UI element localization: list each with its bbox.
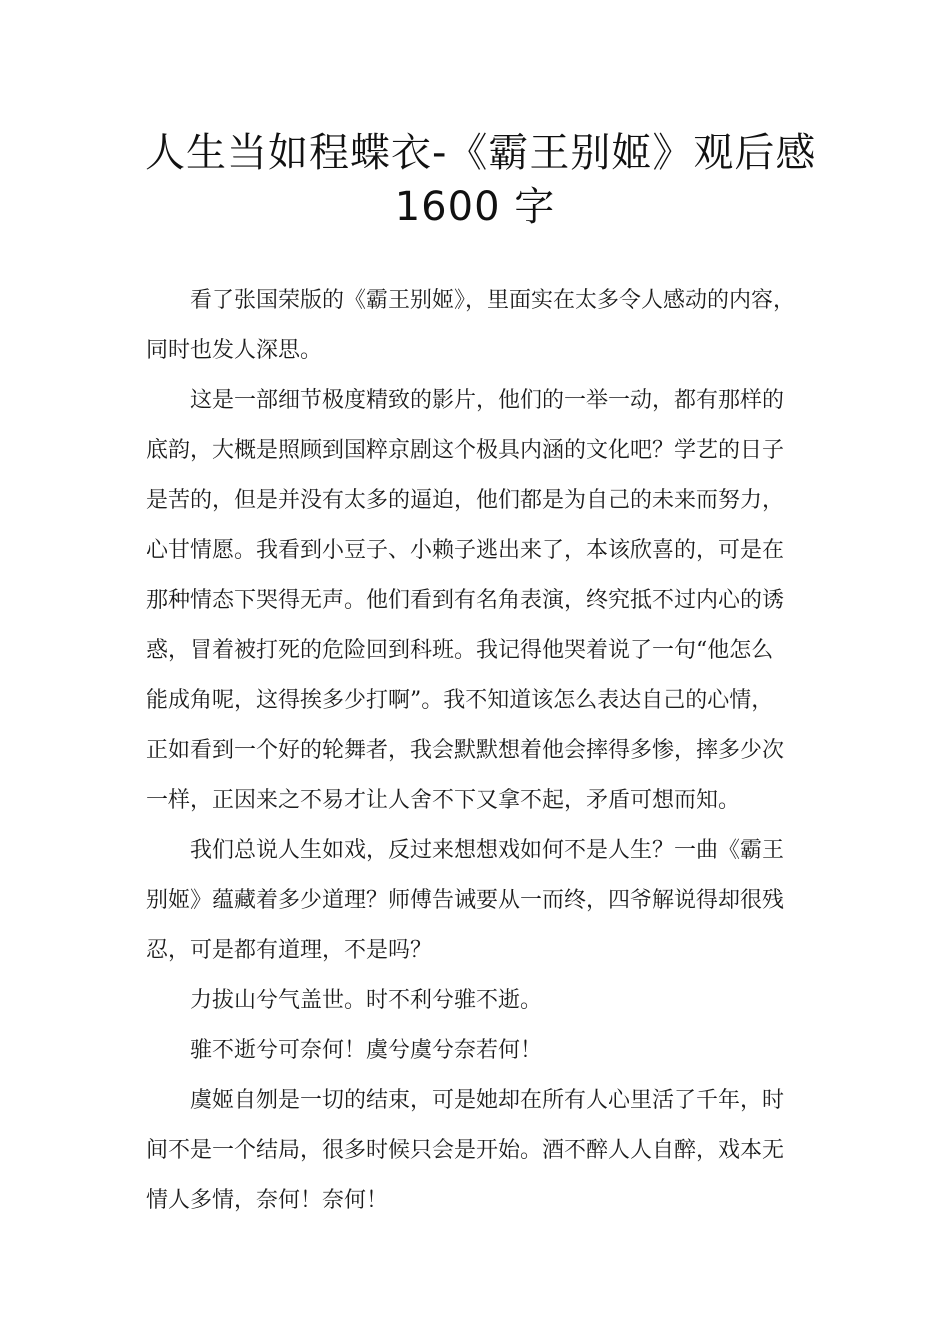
paragraph-line: 底韵，大概是照顾到国粹京剧这个极具内涵的文化吧？学艺的日子 bbox=[146, 438, 785, 463]
poem-line-paragraph bbox=[146, 976, 816, 1026]
paragraph-line: 我们总说人生如戏，反过来想想戏如何不是人生？一曲《霸王 bbox=[190, 838, 785, 863]
title-line-2: 1600 字 bbox=[394, 184, 556, 230]
paragraph-line: 骓不逝兮可奈何！虞兮虞兮奈若何！ bbox=[190, 1038, 543, 1063]
paragraph bbox=[146, 1076, 816, 1226]
paragraph-line: 那种情态下哭得无声。他们看到有名角表演，终究抵不过内心的诱 bbox=[146, 588, 785, 613]
title-line-1: 人生当如程蝶衣-《霸王别姬》观后感 bbox=[145, 130, 817, 176]
paragraph bbox=[146, 276, 816, 376]
paragraph-line: 心甘情愿。我看到小豆子、小赖子逃出来了，本该欣喜的，可是在 bbox=[146, 538, 785, 563]
paragraph-line: 同时也发人深思。 bbox=[146, 338, 323, 363]
document-title bbox=[145, 126, 817, 234]
paragraph-line: 间不是一个结局，很多时候只会是开始。酒不醉人人自醉，戏本无 bbox=[146, 1138, 785, 1163]
paragraph-line: 正如看到一个好的轮舞者，我会默默想着他会摔得多惨，摔多少次 bbox=[146, 738, 785, 763]
paragraph-line: 力拔山兮气盖世。时不利兮骓不逝。 bbox=[190, 988, 543, 1013]
paragraph-line: 别姬》蕴藏着多少道理？师傅告诫要从一而终，四爷解说得却很残 bbox=[146, 888, 785, 913]
poem-line-paragraph bbox=[146, 1026, 816, 1076]
paragraph-line: 虞姬自刎是一切的结束，可是她却在所有人心里活了千年，时 bbox=[190, 1088, 785, 1113]
paragraph-line: 能成角呢，这得挨多少打啊”。我不知道该怎么表达自己的心情， bbox=[146, 688, 774, 713]
paragraph bbox=[146, 826, 816, 976]
paragraph-line: 惑，冒着被打死的危险回到科班。我记得他哭着说了一句“他怎么 bbox=[146, 638, 774, 663]
paragraph-line: 这是一部细节极度精致的影片，他们的一举一动，都有那样的 bbox=[190, 388, 785, 413]
paragraph-line: 是苦的，但是并没有太多的逼迫，他们都是为自己的未来而努力， bbox=[146, 488, 785, 513]
paragraph bbox=[146, 376, 816, 826]
paragraph-line: 情人多情，奈何！奈何！ bbox=[146, 1188, 389, 1213]
document-body bbox=[146, 276, 816, 1226]
paragraph-line: 看了张国荣版的《霸王别姬》，里面实在太多令人感动的内容， bbox=[190, 288, 796, 313]
paragraph-line: 一样，正因来之不易才让人舍不下又拿不起，矛盾可想而知。 bbox=[146, 788, 741, 813]
paragraph-line: 忍，可是都有道理，不是吗？ bbox=[146, 938, 433, 963]
